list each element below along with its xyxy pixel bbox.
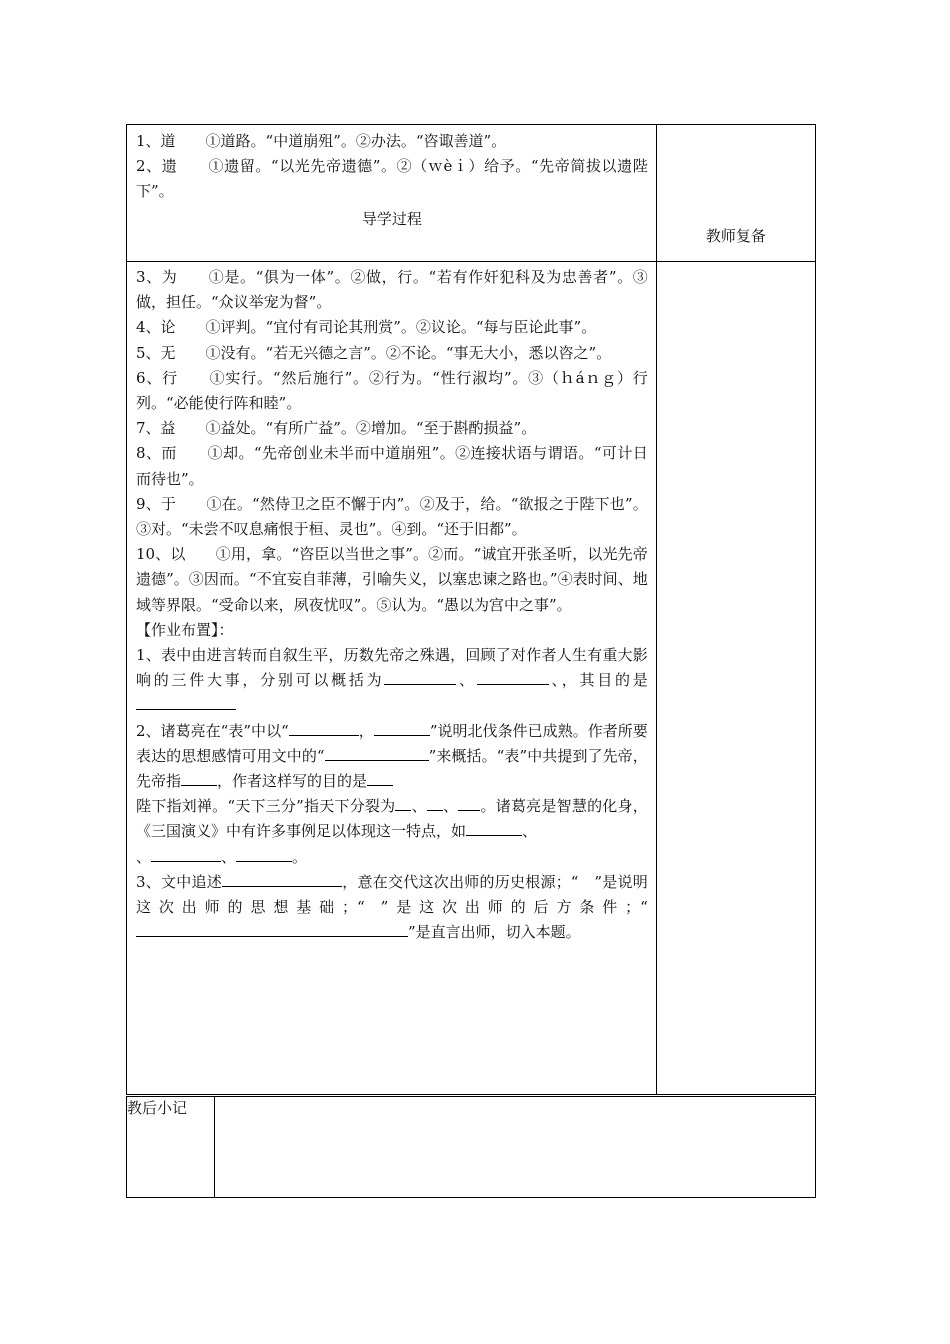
body-side-cell	[656, 262, 815, 1095]
lesson-table	[126, 124, 816, 1095]
section-heading: 导学过程	[361, 209, 422, 228]
after-class-label: 教后小记	[127, 1097, 215, 1198]
body-row	[127, 262, 816, 1095]
vocab-item: 9、于 ①在。“然侍卫之臣不懈于内”。②及于，给。“欲报之于陛下也”。③对。“未尝不叹息痛恨于桓、灵也”。④到。“还于旧都”。	[136, 494, 648, 539]
answer-blank[interactable]	[367, 771, 393, 786]
answer-blank[interactable]	[136, 695, 236, 710]
after-class-table	[126, 1096, 816, 1198]
homework-q2: 2、诸葛亮在“表”中以“ ， ”说明北伐条件已成熟。作者所要表达的思想感情可用文中的“ ”来概括。“表”中共提到了先帝，先帝指 ，作者这样写的目的是 陛下指刘禅。“天下三分”指天下分裂为 、 、 。诸葛亮是智慧的化身，《三国演义》中有许多事例足以体现这一特点，如 、 、 、 。	[136, 721, 648, 866]
answer-blank[interactable]	[427, 796, 443, 811]
answer-blank[interactable]	[466, 821, 522, 836]
teacher-review-label: 教师复备	[705, 227, 766, 245]
answer-blank[interactable]	[325, 746, 429, 761]
vocab-line-1: 1、道 ①道路。“中道崩殂”。②办法。“咨诹善道”。	[136, 132, 507, 150]
answer-blank[interactable]	[458, 796, 480, 811]
answer-blank[interactable]	[222, 872, 342, 887]
vocab-item: 6、行 ①实行。“然后施行”。②行为。“性行淑均”。③（ｈáｎｇ）行列。“必能使行阵和睦”。	[136, 368, 648, 413]
top-row	[127, 125, 816, 262]
homework-q1: 1、表中由进言转而自叙生平，历数先帝之殊遇，回顾了对作者人生有重大影响的三件大事，分别可以概括为 、 、，其目的是	[136, 643, 648, 719]
vocab-item: 8、而 ①却。“先帝创业未半而中道崩殂”。②连接状语与谓语。“可计日而待也”。	[136, 444, 648, 488]
vocab-item: 10、以 ①用，拿。“咨臣以当世之事”。②而。“诚宜开张圣听，以光先帝遗德”。③因而。“不宜妄自菲薄，引喻失义，以塞忠谏之路也。”④表时间、地域等界限。“受命以来，夙夜忧叹”。⑤认为。“愚以为宫中之事”。	[136, 545, 648, 614]
answer-blank[interactable]	[395, 796, 411, 811]
vocab-item: 3、为 ①是。“俱为一体”。②做，行。“若有作奸犯科及为忠善者”。③做，担任。“众议举宠为督”。	[136, 268, 648, 312]
vocab-item: 5、无 ①没有。“若无兴德之言”。②不论。“事无大小，悉以咨之”。	[136, 343, 612, 362]
body-main-cell	[127, 262, 657, 1095]
after-class-notes[interactable]	[215, 1097, 816, 1198]
answer-blank[interactable]	[151, 847, 221, 862]
answer-blank[interactable]	[384, 670, 456, 685]
top-main-cell	[127, 125, 657, 262]
vocab-item: 4、论 ①评判。“宜付有司论其刑赏”。②议论。“每与臣论此事”。	[136, 318, 597, 337]
answer-blank[interactable]	[181, 771, 217, 786]
answer-blank[interactable]	[374, 721, 430, 736]
vocab-item: 7、益 ①益处。“有所广益”。②增加。“至于斟酌损益”。	[136, 419, 537, 438]
after-class-row	[127, 1097, 816, 1198]
homework-title: 【作业布置】：	[136, 620, 234, 639]
homework-q3: 3、文中追述 ，意在交代这次出师的历史根源；“ ”是说明这次出师的思想基础；“ ”是这次出师的后方条件；“”是直言出师，切入本题。	[136, 872, 648, 942]
answer-blank[interactable]	[289, 721, 359, 736]
answer-blank[interactable]	[136, 922, 408, 937]
answer-blank[interactable]	[477, 670, 549, 685]
answer-blank[interactable]	[236, 847, 292, 862]
teacher-review-cell	[656, 125, 815, 262]
vocab-line-2: 2、遗 ①遗留。“以光先帝遗德”。②（ｗèｉ）给予。“先帝简拔以遗陛下”。	[136, 157, 648, 201]
